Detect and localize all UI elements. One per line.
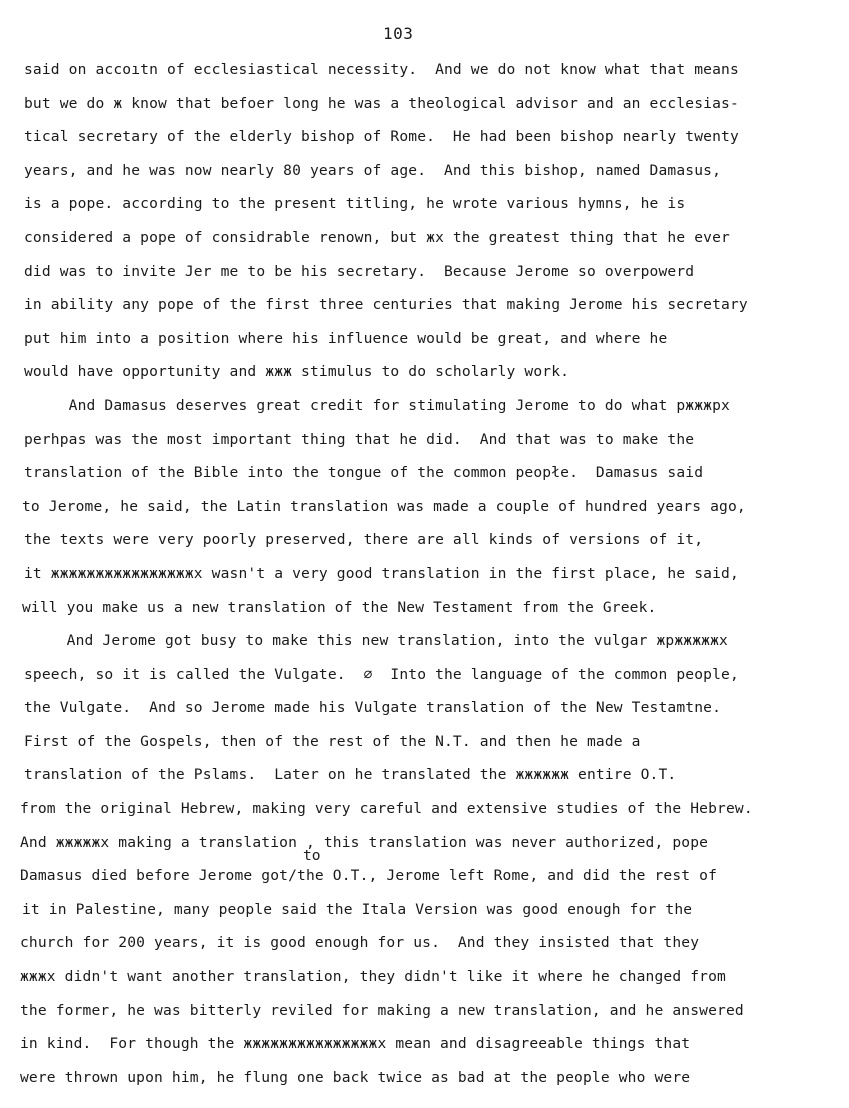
text-line: in kind. For though the жжжжжжжжжжжжжжжx mean and disagreeable things that (20, 1035, 691, 1053)
text-line: translation of the Bible into the tongue of the common peopłe. Damasus said (24, 464, 704, 482)
text-line: but we do ж know that befoer long he was a theological advisor and an ecclesias- (24, 94, 739, 112)
text-line: And жжжжжx making a translation , this translation was never authorized, pope (20, 833, 709, 851)
text-line: said on accoıtn of ecclesiastical necessity. And we do not know what that means (24, 61, 739, 78)
text-line: the Vulgate. And so Jerome made his Vulgate translation of the New Testamtne. (24, 699, 722, 717)
text-line: to Jerome, he said, the Latin translation was made a couple of hundred years ago, (22, 497, 746, 515)
text-line: жжжx didn't want another translation, they didn't like it where he changed from (20, 968, 726, 986)
text-line: translation of the Pslams. Later on he translated the жжжжжж entire O.T. (24, 766, 677, 784)
text-line: it in Palestine, many people said the Itala Version was good enough for the (22, 900, 693, 918)
text-line: will you make us a new translation of the New Testament from the Greek. (22, 598, 657, 616)
text-line: church for 200 years, it is good enough for us. And they insisted that they (20, 934, 700, 952)
text-line: speech, so it is called the Vulgate. ∅ Into the language of the common people, (24, 665, 739, 683)
text-line: tical secretary of the elderly bishop of Rome. He had been bishop nearly twenty (24, 128, 739, 146)
page-body (0, 58, 849, 1099)
text-line: First of the Gospels, then of the rest of the N.T. and then he made a (24, 732, 641, 750)
text-line: the texts were very poorly preserved, there are all kinds of versions of it, (24, 531, 704, 549)
text-line: And Jerome got busy to make this new translation, into the vulgar жржжжжжx (22, 632, 728, 650)
text-line: did was to invite Jer me to be his secretary. Because Jerome so overpowerd (24, 262, 695, 280)
text-line: were thrown upon him, he flung one back twice as bad at the people who were (20, 1068, 691, 1086)
text-line: would have opportunity and жжж stimulus to do scholarly work. (24, 363, 570, 381)
text-line: Damasus died before Jerome got/the O.T., Jerome left Rome, and did the rest of (20, 867, 718, 885)
page-number: 103 (383, 24, 414, 43)
text-line: perhpas was the most important thing that he did. And that was to make the (24, 430, 695, 448)
text-line: from the original Hebrew, making very careful and extensive studies of the Hebrew. (20, 800, 753, 818)
text-line: And Damasus deserves great credit for stimulating Jerome to do what ржжжрх (24, 396, 730, 414)
text-line: in ability any pope of the first three centuries that making Jerome his secretary (24, 296, 748, 314)
text-line: the former, he was bitterly reviled for making a new translation, and he answered (20, 1001, 744, 1019)
text-line: it жжжжжжжжжжжжжжжжx wasn't a very good translation in the first place, he said, (24, 564, 739, 582)
text-line: put him into a position where his influence would be great, and where he (24, 329, 668, 347)
interlinear-insert: to (303, 847, 321, 865)
text-line: is a pope. according to the present titling, he wrote various hymns, he is (24, 195, 686, 213)
text-line: considered a pope of considrable renown, but жx the greatest thing that he ever (24, 228, 730, 246)
text-line: years, and he was now nearly 80 years of age. And this bishop, named Damasus, (24, 161, 722, 179)
